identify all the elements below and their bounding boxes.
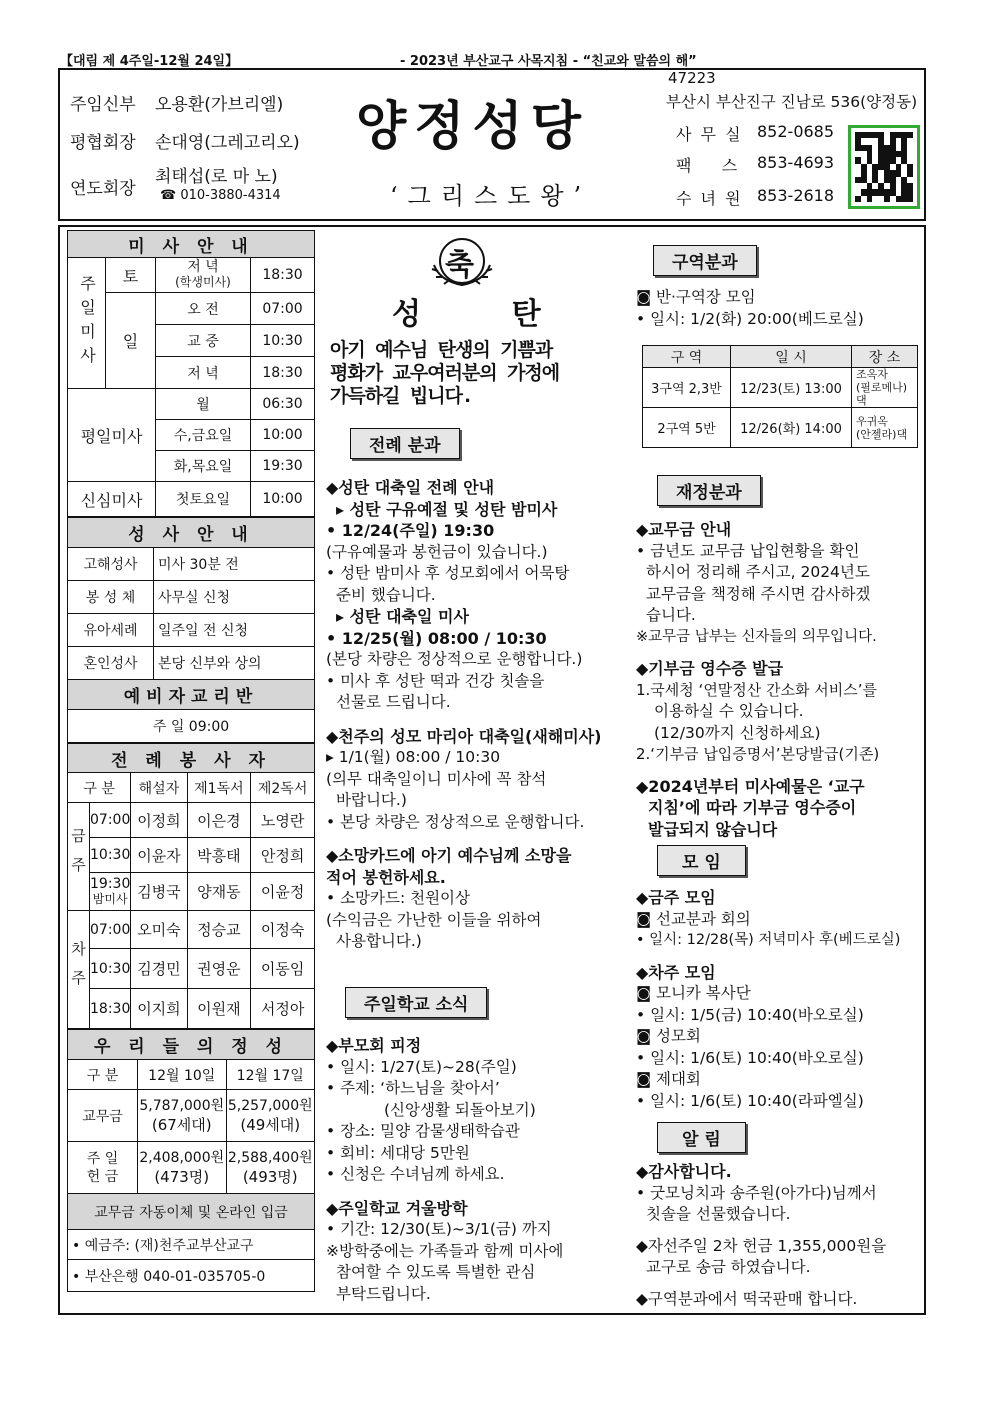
- finance-item: 하시어 정리해 주시고, 2024년도: [646, 563, 870, 581]
- sacrament-info: 본당 신부와 상의: [154, 647, 315, 680]
- offering-count: (473명): [154, 1167, 210, 1186]
- liturgy-item: (구유예물과 봉헌금이 있습니다.): [326, 542, 548, 561]
- finance-item: (12/30까지 신청하세요): [654, 723, 821, 742]
- sacrament-info: 사무실 신청: [154, 581, 315, 614]
- sun-mass-label: 오 전: [156, 293, 251, 325]
- fax-label: 팩 스: [676, 156, 740, 175]
- christmas-title: 성 탄: [392, 297, 545, 332]
- offering-count: (493명): [242, 1167, 298, 1186]
- liturgy-item: 사용합니다.): [336, 932, 422, 950]
- christmas-greeting: [330, 339, 559, 408]
- meeting-item: ◆금주 모임: [636, 888, 716, 907]
- sun-mass-time: 07:00: [251, 293, 315, 325]
- notice-heading: 알 림: [657, 1122, 746, 1153]
- sunday-school-heading: 주일학교 소식: [345, 987, 487, 1018]
- notice-section: [636, 1161, 921, 1310]
- meeting-item: • 일시: 1/6(토) 10:40(라파엘실): [636, 1091, 864, 1110]
- district-place-2: (필로메나)댁: [856, 381, 908, 407]
- zip-code: 47223: [668, 69, 716, 87]
- meeting-item: ◙ 선교분과 회의: [636, 909, 751, 928]
- liturgy-item: 적어 봉헌하세요.: [326, 867, 446, 887]
- sacrament-name: 혼인성사: [68, 647, 154, 680]
- sat-mass-time: 18:30: [251, 258, 315, 293]
- parish-patron: ‘그리스도왕’: [390, 182, 592, 210]
- district-table-header: 일 시: [731, 346, 852, 368]
- server-name: 이동임: [251, 949, 315, 989]
- school-item: • 장소: 밀양 감물생태학습관: [326, 1122, 520, 1140]
- meeting-heading: 모 임: [657, 845, 746, 876]
- school-item: ◆부모회 피정: [326, 1036, 422, 1055]
- offering-amount: 5,787,000원: [139, 1097, 225, 1114]
- sun-mass-label: 교 중: [156, 325, 251, 357]
- account-holder: • 예금주: (재)천주교부산교구: [68, 1230, 315, 1260]
- sacrament-name: 고해성사: [68, 548, 154, 581]
- liturgy-item: ◆천주의 성모 마리아 대축일(새해미사): [326, 726, 602, 746]
- convent-phone: 853-2618: [757, 186, 835, 205]
- catechumen-title: 예비자교리반: [68, 680, 315, 710]
- server-name: 오미숙: [131, 911, 187, 949]
- offering-table: [67, 1029, 315, 1292]
- sacrament-name: 유아세례: [68, 614, 154, 647]
- convent-label: 수 녀 원: [676, 189, 743, 208]
- mass-schedule-table: [67, 230, 315, 517]
- servers-header: 제1독서: [187, 773, 251, 803]
- school-item: 부탁드립니다.: [336, 1284, 431, 1303]
- auto-transfer-title: 교무금 자동이체 및 온라인 입금: [68, 1194, 315, 1230]
- server-name: 노영란: [251, 803, 315, 838]
- celebration-seal-text: 축: [445, 248, 474, 283]
- sun-mass-time: 18:30: [251, 357, 315, 389]
- sacrament-info: 미사 30분 전: [154, 548, 315, 581]
- first-sat-time: 10:00: [251, 482, 315, 517]
- greeting-line: 평화가 교우여러분의 가정에: [330, 362, 560, 384]
- liturgy-item: ◆성탄 대축일 전례 안내: [326, 478, 495, 497]
- office-phone: 852-0685: [757, 122, 835, 141]
- greeting-line: 가득하길 빕니다.: [330, 385, 473, 407]
- server-name: 김경민: [131, 949, 187, 989]
- district-place-2: (안젤라)댁: [856, 427, 908, 441]
- mass-title: 미 사 안 내: [68, 231, 315, 258]
- notice-item: ◆감사합니다.: [636, 1162, 732, 1181]
- chair-label: 연도회장: [70, 179, 136, 199]
- sun-mass-time: 10:30: [251, 325, 315, 357]
- server-name: 이은경: [187, 803, 251, 838]
- sacrament-name: 봉 성 체: [68, 581, 154, 614]
- district-name: 2구역 5반: [643, 408, 731, 448]
- offering-count: (67세대): [151, 1115, 212, 1134]
- offering-row-label-2: 헌 금: [86, 1168, 119, 1185]
- notice-item: • 굿모닝치과 송주원(아가다)님께서: [636, 1183, 877, 1202]
- server-name: 권영운: [187, 949, 251, 989]
- next-week-label: 차주: [68, 911, 90, 1029]
- servers-header: 해설자: [131, 773, 187, 803]
- liturgy-section: [326, 477, 626, 953]
- server-name: 박흥태: [187, 838, 251, 873]
- meeting-item: ◆차주 모임: [636, 962, 716, 982]
- school-item: • 회비: 세대당 5만원: [326, 1143, 470, 1162]
- address: 부산시 부산진구 진남로 536(양정동): [666, 93, 918, 111]
- diocese-motto: - 2023년 부산교구 사목지침 - “친교와 말씀의 해”: [400, 54, 697, 69]
- server-name: 서정아: [251, 989, 315, 1029]
- priest-name: 오용환(가브리엘): [155, 95, 284, 115]
- first-sat-day: 첫토요일: [156, 482, 251, 517]
- liturgy-item: (수익금은 가난한 이들을 위하여: [326, 910, 542, 929]
- liturgy-item: ▸ 1/1(월) 08:00 / 10:30: [326, 748, 501, 766]
- server-time: 07:00: [90, 803, 131, 838]
- district-name: 3구역 2,3반: [643, 368, 731, 408]
- offering-amount: 2,588,400원: [227, 1149, 313, 1166]
- servers-title: 전 례 봉 사 자: [68, 744, 315, 773]
- liturgy-item: ▸ 성탄 대축일 미사: [336, 607, 469, 626]
- server-name: 김병국: [131, 873, 187, 911]
- offering-amount: 2,408,000원: [139, 1149, 225, 1166]
- sacrament-info: 일주일 전 신청: [154, 614, 315, 647]
- sacrament-table: [67, 517, 315, 743]
- district-place: 조옥자: [856, 368, 888, 381]
- weekday-mass-label: 평일미사: [68, 389, 156, 482]
- finance-item: 발급되지 않습니다: [648, 819, 778, 839]
- notice-item: ◆자선주일 2차 헌금 1,355,000원을: [636, 1236, 887, 1255]
- meeting-section: [636, 887, 921, 1112]
- catechumen-time: 주 일 09:00: [68, 710, 315, 743]
- notice-item: ◆구역분과에서 떡국판매 합니다.: [636, 1289, 858, 1308]
- offering-amount: 5,257,000원: [227, 1097, 313, 1114]
- server-time: 19:30: [90, 875, 131, 892]
- meeting-item: • 일시: 1/6(토) 10:40(바오로실): [636, 1048, 864, 1067]
- sat-mass-label: 저 녁: [187, 259, 219, 275]
- server-time: 07:00: [90, 911, 131, 949]
- weekday-mass-time: 06:30: [251, 389, 315, 420]
- school-item: ◆주일학교 겨울방학: [326, 1198, 468, 1218]
- issue-bar: [60, 50, 926, 67]
- finance-item: 이용하실 수 있습니다.: [654, 702, 804, 720]
- liturgy-item: • 미사 후 성탄 떡과 건강 칫솔을: [326, 671, 545, 690]
- qr-module: [907, 196, 913, 202]
- district-place: 우귀옥: [856, 414, 888, 428]
- weekday-mass-label: 수,금요일: [156, 420, 251, 451]
- finance-section: [636, 519, 921, 840]
- server-name: 정승교: [187, 911, 251, 949]
- servers-header: 제2독서: [251, 773, 315, 803]
- office-label: 사 무 실: [676, 125, 743, 144]
- school-item: 참여할 수 있도록 특별한 관심: [336, 1263, 536, 1281]
- qr-code-icon[interactable]: [848, 125, 920, 209]
- school-item: • 기간: 12/30(토)~3/1(금) 까지: [326, 1220, 552, 1238]
- finance-heading: 재정분과: [657, 475, 761, 506]
- sunday-school-section: [326, 1035, 626, 1305]
- saturday-label: 토: [106, 258, 156, 293]
- servers-table: [67, 743, 315, 1029]
- chair-phone: ☎ 010-3880-4314: [160, 188, 281, 203]
- liturgy-item: ◆소망카드에 아기 예수님께 소망을: [326, 846, 572, 865]
- district-time: 12/26(화) 14:00: [731, 408, 852, 448]
- school-item: (신앙생활 되돌아보기): [384, 1100, 536, 1119]
- greeting-line: 아기 예수님 탄생의 기쁨과: [330, 339, 553, 361]
- school-item: • 신청은 수녀님께 하세요.: [326, 1165, 505, 1183]
- liturgy-item: 선물로 드립니다.: [336, 693, 451, 711]
- this-week-label: 금주: [68, 803, 90, 911]
- server-name: 양재동: [187, 873, 251, 911]
- sunday-label: 일: [106, 293, 156, 389]
- offering-header: 12월 17일: [226, 1060, 315, 1090]
- left-column: [67, 230, 315, 1292]
- district-item: • 일시: 1/2(화) 20:00(베드로실): [636, 309, 864, 328]
- liturgy-item: (의무 대축일이니 미사에 꼭 참석: [326, 769, 547, 788]
- offering-row-label: 교무금: [68, 1090, 138, 1142]
- finance-item: • 금년도 교무금 납입현황을 확인: [636, 541, 860, 560]
- district-table-header: 구 역: [643, 346, 731, 368]
- district-heading: 구역분과: [653, 245, 757, 276]
- finance-item: 2.‘기부금 납입증명서’본당발급(기존): [636, 745, 880, 763]
- liturgy-item: 준비 했습니다.: [336, 585, 436, 604]
- server-time: 10:30: [90, 838, 131, 873]
- weekday-mass-time: 10:00: [251, 420, 315, 451]
- liturgy-item: • 본당 차량은 정상적으로 운행합니다.: [326, 812, 585, 831]
- masthead: [58, 68, 926, 221]
- meeting-item: ◙ 성모회: [636, 1027, 701, 1045]
- offering-header: 12월 10일: [138, 1060, 227, 1090]
- notice-item: 교구로 송금 하였습니다.: [646, 1258, 811, 1276]
- school-item: • 일시: 1/27(토)~28(주일): [326, 1057, 517, 1076]
- liturgy-item: (본당 차량은 정상적으로 운행합니다.): [326, 650, 583, 668]
- finance-item: 교무금을 책정해 주시면 감사하겠: [646, 584, 871, 603]
- liturgy-item: • 12/24(주일) 19:30: [326, 521, 495, 540]
- server-name: 이정희: [131, 803, 187, 838]
- district-section: [636, 287, 921, 330]
- liturgy-item: • 성탄 밤미사 후 성모회에서 어묵탕: [326, 564, 570, 582]
- district-item: ◙ 반·구역장 모임: [636, 288, 756, 306]
- liturgy-item: • 소망카드: 천원이상: [326, 889, 471, 907]
- liturgy-section-heading: 전례 분과: [350, 428, 460, 459]
- offering-header: 구 분: [68, 1060, 138, 1090]
- liturgy-item: • 12/25(월) 08:00 / 10:30: [326, 628, 547, 648]
- liturgy-item: ▸ 성탄 구유예절 및 성탄 밤미사: [336, 499, 558, 519]
- notice-item: 칫솔을 선물했습니다.: [646, 1205, 791, 1223]
- fax-phone: 853-4693: [757, 153, 835, 172]
- finance-item: ◆기부금 영수증 발급: [636, 659, 784, 678]
- finance-item: ※교무금 납부는 신자들의 의무입니다.: [636, 628, 877, 645]
- finance-item: 습니다.: [646, 606, 696, 624]
- offering-title: 우 리 들 의 정 성: [68, 1030, 315, 1060]
- council-label: 평협회장: [70, 133, 136, 153]
- sunday-mass-label: 주일미사: [68, 258, 106, 389]
- server-name: 안정희: [251, 838, 315, 873]
- server-name: 이정숙: [251, 911, 315, 949]
- server-time-note: 밤미사: [92, 891, 128, 906]
- parish-title: 양정성당: [356, 96, 589, 157]
- school-item: ※방학중에는 가족들과 함께 미사에: [326, 1241, 564, 1260]
- weekday-mass-label: 월: [156, 389, 251, 420]
- district-time: 12/23(토) 13:00: [731, 368, 852, 408]
- server-name: 이윤자: [131, 838, 187, 873]
- server-time: 10:30: [90, 949, 131, 989]
- school-item: • 주제: ‘하느님을 찾아서’: [326, 1079, 500, 1097]
- sun-mass-label: 저 녁: [156, 357, 251, 389]
- server-name: 이지희: [131, 989, 187, 1029]
- server-name: 이원재: [187, 989, 251, 1029]
- weekday-mass-time: 19:30: [251, 451, 315, 482]
- finance-item: ◆교무금 안내: [636, 520, 732, 539]
- bulletin-body: [58, 225, 926, 1315]
- first-sat-label: 신심미사: [68, 482, 156, 517]
- district-meeting-table: [642, 345, 918, 448]
- weekday-mass-label: 화,목요일: [156, 451, 251, 482]
- server-time: 18:30: [90, 989, 131, 1029]
- meeting-item: ◙ 제대회: [636, 1070, 701, 1088]
- council-name: 손대영(그레고리오): [155, 133, 300, 153]
- meeting-item: ◙ 모니카 복사단: [636, 984, 751, 1002]
- sat-mass-sub: (학생미사): [175, 275, 231, 289]
- meeting-item: • 일시: 1/5(금) 10:40(바오로실): [636, 1005, 864, 1024]
- finance-item: 지침’에 따라 기부금 영수증이: [648, 798, 857, 817]
- offering-row-label: 주 일: [86, 1150, 119, 1167]
- sacrament-title: 성 사 안 내: [68, 518, 315, 548]
- district-table-header: 장 소: [852, 346, 918, 368]
- finance-item: 1.국세청 ‘연말정산 간소화 서비스’를: [636, 680, 878, 699]
- meeting-item: • 일시: 12/28(목) 저녁미사 후(베드로실): [636, 932, 901, 948]
- finance-item: ◆2024년부터 미사예물은 ‘교구: [636, 776, 865, 796]
- chair-name: 최태섭(로 마 노): [155, 167, 278, 187]
- liturgy-item: 바랍니다.): [336, 791, 407, 809]
- priest-label: 주임신부: [70, 95, 136, 115]
- offering-count: (49세대): [240, 1115, 301, 1134]
- servers-header: 구 분: [68, 773, 131, 803]
- server-name: 이윤정: [251, 873, 315, 911]
- account-number: • 부산은행 040-01-035705-0: [68, 1260, 315, 1292]
- issue-date: 【대림 제 4주일-12월 24일】: [60, 54, 239, 69]
